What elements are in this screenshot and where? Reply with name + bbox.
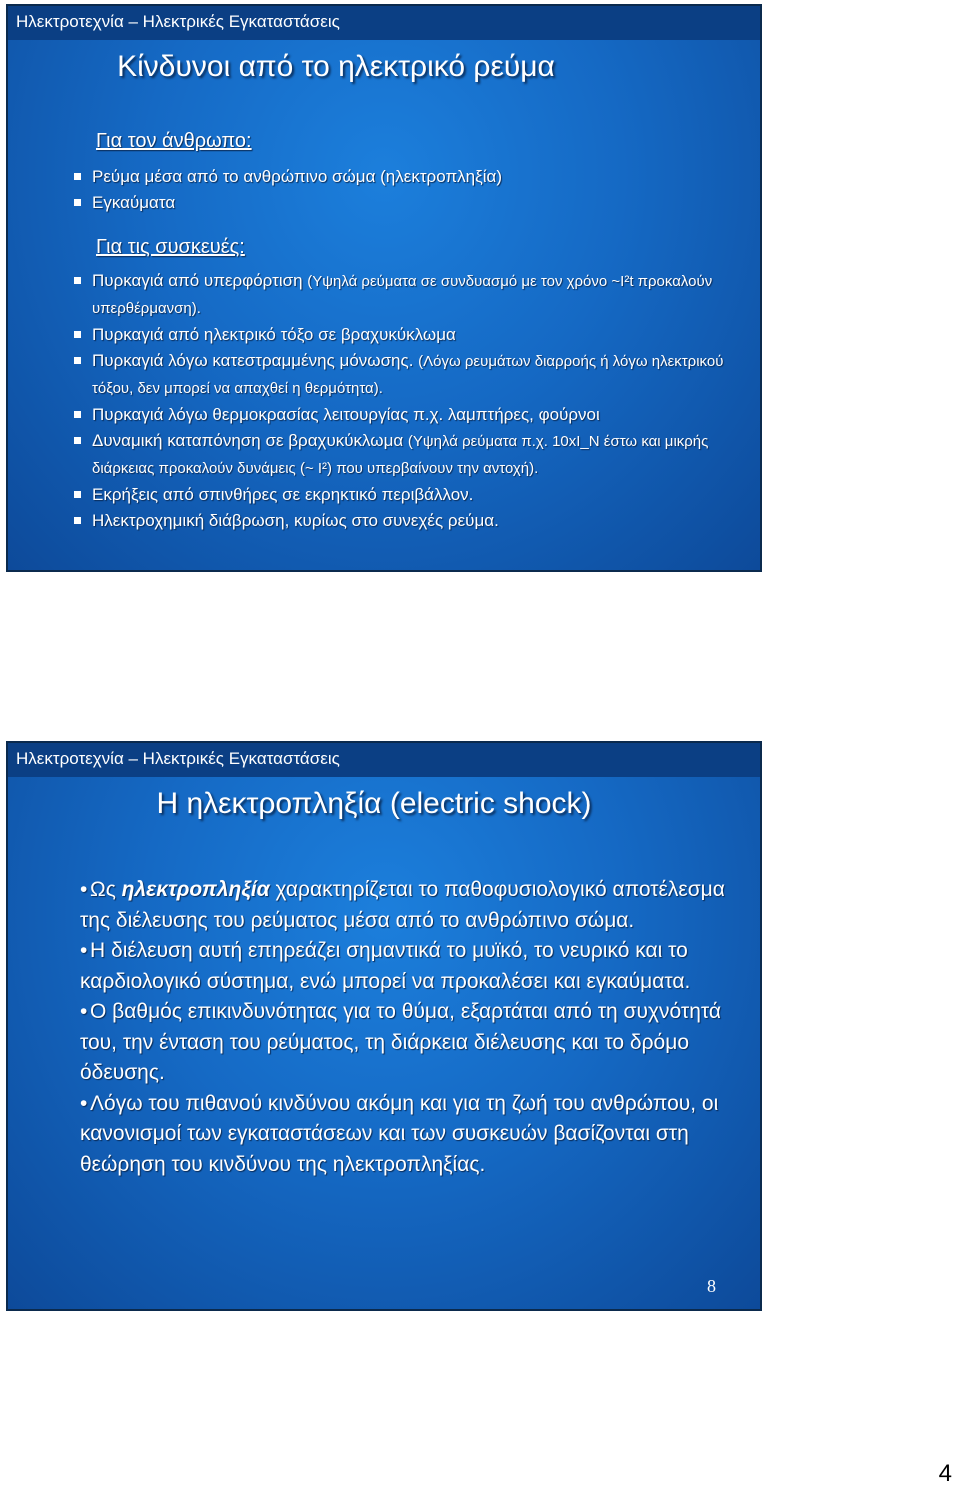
slide-header <box>8 6 762 40</box>
list-item <box>72 402 750 428</box>
section-heading-devices: Για τις συσκευές: <box>96 236 245 258</box>
list-item-text: Πυρκαγιά λόγω κατεστραμμένης μόνωσης. <box>92 351 419 370</box>
paragraph <box>80 997 752 1089</box>
people-list <box>72 164 750 216</box>
square-bullet-icon <box>74 357 81 364</box>
square-bullet-icon <box>74 277 81 284</box>
list-item-note: (Λόγω ρευμάτων διαρροής ή λόγω ηλεκτρικού τόξου, δεν μπορεί να απαχθεί η θερμότητα). <box>92 353 724 397</box>
paragraph-text: Λόγω του πιθανού κινδύνου ακόμη και για τη ζωή του ανθρώπου, οι κανονισμοί των εγκαταστάσεων και των συσκευών βασίζονται στη θεώρηση του κινδύνου της ηλεκτροπληξίας. <box>80 1091 719 1176</box>
sheet-page-number: 4 <box>938 1460 952 1487</box>
list-item <box>72 268 750 322</box>
list-item-text: Πυρκαγιά από ηλεκτρικό τόξο σε βραχυκύκλωμα <box>92 325 456 344</box>
list-item <box>72 428 750 482</box>
paragraph-text: χαρακτηρίζεται το παθοφυσιολογικό αποτέλεσμα της διέλευσης του ρεύματος μέσα από το ανθρώπινο σώμα. <box>80 878 725 932</box>
bullet-dot-icon: • <box>80 939 88 962</box>
list-item <box>72 508 750 534</box>
header-text: Ηλεκτροτεχνία – Ηλεκτρικές Εγκαταστάσεις <box>16 749 340 768</box>
header-text: Ηλεκτροτεχνία – Ηλεκτρικές Εγκαταστάσεις <box>16 12 340 31</box>
list-item-note: (Υψηλά ρεύματα σε συνδυασμό με τον χρόνο ~I²t προκαλούν υπερθέρμανση). <box>92 273 713 317</box>
paragraph <box>80 1089 752 1181</box>
list-item-text: Δυναμική καταπόνηση σε βραχυκύκλωμα <box>92 431 408 450</box>
paragraph <box>80 936 752 997</box>
slide-electric-shock <box>6 741 762 1311</box>
square-bullet-icon <box>74 411 81 418</box>
slide-page-number: 8 <box>707 1276 716 1296</box>
highlighted-term: ηλεκτροπληξία <box>121 878 270 901</box>
paragraph <box>80 875 752 936</box>
list-item <box>72 164 750 190</box>
slide-hazards <box>6 4 762 572</box>
slide-title: Κίνδυνοι από το ηλεκτρικό ρεύμα <box>117 50 555 83</box>
paragraph-text: Η διέλευση αυτή επηρεάζει σημαντικά το μυϊκό, το νευρικό και το καρδιολογικό σύστημα, ενώ μπορεί να προκαλέσει και εγκαύματα. <box>80 939 691 993</box>
list-item <box>72 190 750 216</box>
list-item <box>72 482 750 508</box>
bullet-dot-icon: • <box>80 1091 88 1115</box>
bullet-dot-icon: • <box>80 1000 88 1023</box>
list-item-text: Εγκαύματα <box>92 193 176 212</box>
list-item-text: Ρεύμα μέσα από το ανθρώπινο σώμα (ηλεκτροπληξία) <box>92 167 503 186</box>
list-item-text: Πυρκαγιά λόγω θερμοκρασίας λειτουργίας π.χ. λαμπτήρες, φούρνοι <box>92 405 600 424</box>
paragraph-text: Ο βαθμός επικινδυνότητας για το θύμα, εξαρτάται από τη συχνότητά του, την ένταση του ρεύματος, τη διάρκεια διέλευσης και το δρόμο όδευσης. <box>80 1000 722 1084</box>
square-bullet-icon <box>74 491 81 498</box>
square-bullet-icon <box>74 173 81 180</box>
devices-list <box>72 268 750 534</box>
list-item-note: (Υψηλά ρεύματα π.χ. 10xI_N έστω και μικρής διάρκειας προκαλούν δυνάμεις (~ I²) που υπερβαίνουν την αντοχή). <box>92 433 709 477</box>
list-item-text: Ηλεκτροχημική διάβρωση, κυρίως στο συνεχές ρεύμα. <box>92 511 499 530</box>
slide-title: Η ηλεκτροπληξία (electric shock) <box>156 787 592 820</box>
slide-body <box>80 875 752 1180</box>
square-bullet-icon <box>74 437 81 444</box>
square-bullet-icon <box>74 517 81 524</box>
paragraph-text: Ως <box>90 878 122 901</box>
section-heading-people: Για τον άνθρωπο: <box>96 130 252 152</box>
slide-header <box>8 743 762 777</box>
list-item <box>72 322 750 348</box>
square-bullet-icon <box>74 199 81 206</box>
list-item-text: Πυρκαγιά από υπερφόρτιση <box>92 271 308 290</box>
list-item <box>72 348 750 402</box>
square-bullet-icon <box>74 331 81 338</box>
list-item-text: Εκρήξεις από σπινθήρες σε εκρηκτικό περιβάλλον. <box>92 485 474 504</box>
bullet-dot-icon: • <box>80 878 88 901</box>
